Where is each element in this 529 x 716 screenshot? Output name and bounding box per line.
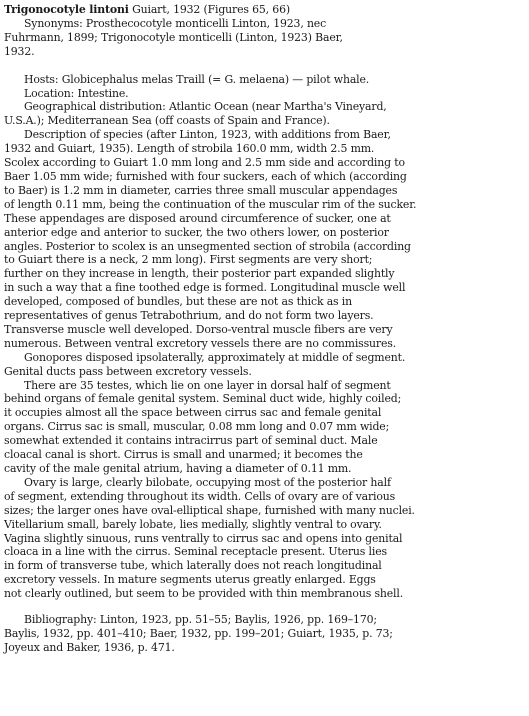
description-line: Vitellarium small, barely lobate, lies medially, slightly ventral to ovary.	[4, 517, 382, 531]
synonyms-line: Synonyms: Prosthecocotyle monticelli Linton, 1923, nec	[24, 16, 327, 30]
bibliography-line: Joyeux and Baker, 1936, p. 471.	[4, 640, 175, 654]
species-name: Trigonocotyle lintoni	[4, 3, 129, 16]
synonyms-block	[4, 17, 523, 59]
bibliography-block	[4, 613, 523, 655]
species-heading	[4, 3, 523, 17]
description-line: anterior edge and anterior to sucker, the two others lower, on posterior	[4, 225, 389, 239]
description-line: Scolex according to Guiart 1.0 mm long and 2.5 mm side and according to	[4, 156, 405, 170]
description-line: of segment, extending throughout its width. Cells of ovary are of various	[4, 489, 396, 503]
description-line: of length 0.11 mm, being the continuation of the muscular rim of the sucker.	[4, 197, 417, 211]
description-line: cloaca in a line with the cirrus. Seminal receptacle present. Uterus lies	[4, 545, 387, 559]
description-line: 1932 and Guiart, 1935). Length of strobila 160.0 mm, width 2.5 mm.	[4, 142, 375, 156]
description-line: Transverse muscle well developed. Dorso-ventral muscle fibers are very	[4, 322, 393, 336]
host-location-block	[4, 73, 523, 129]
description-line: These appendages are disposed around circumference of sucker, one at	[4, 211, 391, 225]
species-author: Guiart, 1932 (Figures 65, 66)	[128, 3, 290, 16]
description-line: Gonopores disposed ipsolaterally, approximately at middle of segment.	[24, 350, 406, 364]
hosts-line: Hosts: Globicephalus melas Traill (= G. melaena) — pilot whale.	[24, 72, 370, 86]
description-line: to Guiart there is a neck, 2 mm long). First segments are very short;	[4, 253, 373, 267]
bibliography-line: Baylis, 1932, pp. 401–410; Baer, 1932, pp. 199–201; Guiart, 1935, p. 73;	[4, 626, 393, 640]
spacer	[4, 59, 523, 73]
distribution-line: Geographical distribution: Atlantic Ocean (near Martha's Vineyard,	[24, 100, 387, 114]
description-line: Description of species (after Linton, 1923, with additions from Baer,	[24, 128, 391, 142]
description-line: numerous. Between ventral excretory vessels there are no commissures.	[4, 336, 397, 350]
description-line: representatives of genus Tetrabothrium, and do not form two layers.	[4, 309, 374, 323]
description-line: in form of transverse tube, which laterally does not reach longitudinal	[4, 559, 382, 573]
description-line: to Baer) is 1.2 mm in diameter, carries three small muscular appendages	[4, 183, 398, 197]
description-line: cloacal canal is short. Cirrus is small and unarmed; it becomes the	[4, 448, 363, 462]
description-line: developed, composed of bundles, but these are not as thick as in	[4, 295, 352, 309]
distribution-line: U.S.A.); Mediterranean Sea (off coasts of Spain and France).	[4, 114, 330, 128]
description-line: Ovary is large, clearly bilobate, occupying most of the posterior half	[24, 475, 391, 489]
synonyms-line: Fuhrmann, 1899; Trigonocotyle monticelli (Linton, 1923) Baer,	[4, 30, 343, 44]
description-line: Vagina slightly sinuous, runs ventrally to cirrus sac and opens into genital	[4, 531, 403, 545]
description-line: somewhat extended it contains intracirrus part of seminal duct. Male	[4, 434, 378, 448]
description-line: it occupies almost all the space between cirrus sac and female genital	[4, 406, 382, 420]
description-line: not clearly outlined, but seem to be provided with thin membranous shell.	[4, 587, 404, 601]
description-line: excretory vessels. In mature segments uterus greatly enlarged. Eggs	[4, 573, 376, 587]
description-line: behind organs of female genital system. Seminal duct wide, highly coiled;	[4, 392, 402, 406]
description-line: further on they increase in length, their posterior part expanded slightly	[4, 267, 395, 281]
description-line: angles. Posterior to scolex is an unsegmented section of strobila (according	[4, 239, 411, 253]
description-line: in such a way that a fine toothed edge is formed. Longitudinal muscle well	[4, 281, 406, 295]
description-line: Genital ducts pass between excretory vessels.	[4, 364, 252, 378]
description-line: cavity of the male genital atrium, having a diameter of 0.11 mm.	[4, 462, 352, 475]
description-line: There are 35 testes, which lie on one layer in dorsal half of segment	[24, 378, 391, 392]
description-line: organs. Cirrus sac is small, muscular, 0.08 mm long and 0.07 mm wide;	[4, 420, 390, 434]
location-line: Location: Intestine.	[24, 86, 129, 100]
spacer	[4, 601, 523, 613]
synonyms-line: 1932.	[4, 44, 35, 58]
description-line: Baer 1.05 mm wide; furnished with four suckers, each of which (according	[4, 169, 407, 183]
bibliography-line: Bibliography: Linton, 1923, pp. 51–55; Baylis, 1926, pp. 169–170;	[24, 613, 377, 627]
description-line: sizes; the larger ones have oval-elliptical shape, furnished with many nuclei.	[4, 503, 415, 517]
description-block	[4, 128, 523, 601]
